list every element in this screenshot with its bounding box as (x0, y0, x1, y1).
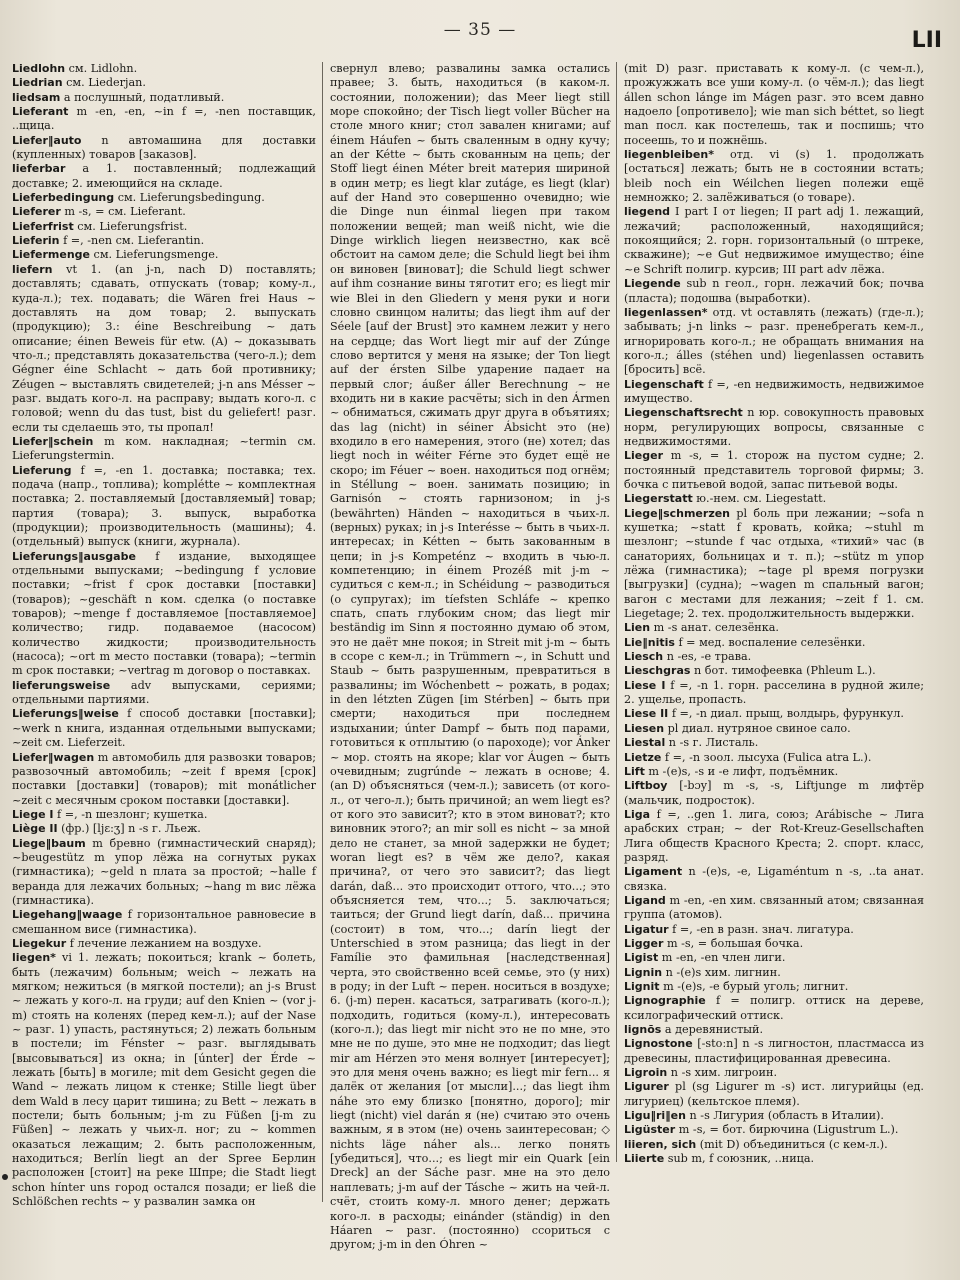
dictionary-entry (624, 621, 924, 635)
entry-definition: (фр.) [ljɛ:ʒ] n -s г. Льеж. (57, 822, 201, 836)
entry-headword: Liese I (624, 678, 666, 692)
dictionary-entry (624, 980, 924, 994)
entry-definition: отд. vi (s) 1. продолжать [остаться] лежать; быть не в состоянии встать; bleib noch ein Wéilchen liegen полежи ещё немножко; 2. залёживаться (о товаре). (624, 148, 924, 205)
entry-definition: f = полигр. оттиск на дереве, ксилографический оттиск. (624, 994, 924, 1022)
entry-definition: f =, -n 1. горн. расселина в рудной жиле; 2. ущелье, пропасть. (624, 678, 924, 707)
entry-definition: n -s Лигурия (область в Италии). (685, 1109, 884, 1123)
entry-definition: m -s, = см. Lieferant. (60, 205, 186, 219)
entry-headword: Lieschgras (624, 664, 691, 678)
entry-headword: Lignographie (624, 994, 706, 1008)
entry-headword: Lie‖nitis (624, 635, 675, 649)
page-header (0, 20, 960, 44)
dictionary-entry (624, 636, 924, 650)
entry-headword: Liege‖baum (12, 836, 86, 850)
entry-headword: lieferbar (12, 162, 66, 176)
entry-definition: f =, -nen см. Lieferantin. (59, 234, 205, 248)
entry-headword: Liestal (624, 736, 666, 750)
dictionary-entry (12, 550, 316, 679)
entry-headword: Liegenschaftsrecht (624, 406, 743, 420)
entry-definition: m -en, -en, ~in f =, -nen поставщик, ..щица. (12, 105, 316, 133)
dictionary-entry (624, 406, 924, 449)
entry-headword: Lieferin (12, 234, 60, 248)
entry-headword: Liefermenge (12, 248, 90, 262)
dictionary-entry (624, 736, 924, 750)
dictionary-entry (624, 1152, 924, 1166)
entry-definition: f =, -en в разн. знач. лигатура. (668, 922, 854, 936)
entry-definition: f =, -en недвижимость, недвижимое имущество. (624, 377, 924, 405)
entry-headword: Liese II (624, 707, 669, 721)
entry-headword: Liesch (624, 650, 664, 664)
entry-definition: см. Lieferungsfrist. (73, 219, 188, 233)
entry-definition: sub n геол., горн. лежачий бок; почва (пласта); подошва (выработки). (624, 277, 924, 305)
entry-headword: Liesen (624, 721, 665, 735)
ink-dot (2, 1174, 8, 1180)
entry-headword: liefern (12, 262, 53, 276)
dictionary-entry (624, 277, 924, 306)
entry-definition: n -(e)s, -e, Ligaméntum n -s, ..ta анат. связка. (624, 865, 924, 893)
dictionary-entry (12, 91, 316, 105)
entry-headword: Lien (624, 621, 651, 635)
entry-headword: Liedrian (12, 76, 63, 90)
dictionary-entry (624, 707, 924, 721)
dictionary-entry (624, 1123, 924, 1137)
dictionary-entry (624, 1037, 924, 1066)
entry-definition: f лечение лежанием на воздухе. (66, 936, 262, 950)
entry-definition: f =, ..gen 1. лига, союз; Arábische ~ Лига арабских стран; ~ der Rot-Kreuz-Gesellschaften Лига обществ Красного Креста; 2. спорт. класс, разряд. (624, 807, 924, 864)
dictionary-entry (330, 62, 610, 1253)
entry-headword: Liegehang‖waage (12, 908, 123, 922)
page-number: — 35 — (443, 20, 517, 40)
entry-headword: Liegerstatt (624, 492, 693, 506)
dictionary-column-2 (330, 62, 610, 1252)
dictionary-entry (12, 234, 316, 248)
entry-definition: m -en, -en член лиги. (658, 951, 786, 965)
dictionary-entry (12, 105, 316, 134)
entry-definition: pl (sg Ligurer m -s) ист. лигурийцы (ед. лигуриец) (кельтское племя). (624, 1080, 924, 1108)
dictionary-entry (624, 994, 924, 1023)
entry-headword: lieferungsweise (12, 678, 111, 692)
dictionary-entry (624, 306, 924, 378)
entry-definition: (mit D) объединиться (с кем-л.). (696, 1137, 888, 1151)
entry-definition: m автомобиль для развозки товаров; развозочный автомобиль; ~zeit f время [срок] поставки [доставки] (товаров); mit monátlicher ~zeit с месячным сроком поставки [доставки]. (12, 750, 316, 807)
entry-headword: Liegende (624, 277, 681, 291)
entry-definition: f издание, выходящее отдельными выпусками; ~bedingung f условие поставки; ~frist f срок доставки [поставки] (товаров); ~geschäft n ком. сделка (о поставке товаров); ~menge f доставляемое [поставляемое] количество; гидр. подаваемое (насосом) количество жидкости; производительность (насоса); ~ort m место поставки (товара); ~termin m срок поставки; ~vertrag m договор о поставках. (12, 549, 316, 678)
entry-definition: f = мед. воспаление селезёнки. (674, 635, 866, 649)
entry-headword: liedsam (12, 90, 61, 104)
entry-headword: lignōs (624, 1023, 662, 1037)
entry-headword: Lieferungs‖ausgabe (12, 549, 136, 563)
entry-definition: m -en, -en хим. связанный атом; связанная группа (атомов). (624, 893, 924, 922)
entry-headword: Ligüster (624, 1123, 676, 1137)
dictionary-entry (624, 492, 924, 506)
entry-headword: Liga (624, 807, 651, 821)
entry-headword: Ligurer (624, 1080, 669, 1094)
entry-definition: n -(e)s хим. лигнин. (662, 965, 781, 979)
entry-definition: m -s анат. селезёнка. (650, 621, 779, 635)
entry-definition: f способ доставки [поставки]; ~werk n книга, изданная отдельными выпусками; ~zeit см. Lieferzeit. (12, 707, 316, 750)
dictionary-entry (624, 1138, 924, 1152)
entry-headword: liieren, sich (624, 1137, 697, 1151)
dictionary-entry (624, 1066, 924, 1080)
dictionary-entry (12, 76, 316, 90)
dictionary-entry (624, 951, 924, 965)
entry-definition: m -(e)s, -s и -e лифт, подъёмник. (644, 764, 839, 778)
entry-headword: Lieferant (12, 105, 69, 119)
dictionary-column-3 (624, 62, 924, 1166)
dictionary-entry (624, 1080, 924, 1109)
entry-headword: Ligroin (624, 1066, 668, 1080)
entry-definition: m -s, = 1. сторож на пустом судне; 2. постоянный представитель торговой фирмы; 3. бочка с питьевой водой, запас питьевой воды. (624, 449, 924, 491)
dictionary-entry (624, 679, 924, 708)
dictionary-entry (624, 205, 924, 277)
entry-headword: liegen* (12, 951, 56, 965)
dictionary-entry (12, 220, 316, 234)
dictionary-entry (624, 751, 924, 765)
entry-headword: Ligand (624, 893, 666, 907)
entry-definition: n юр. совокупность правовых норм, регулирующих вопросы, связанные с недвижимостями. (624, 406, 924, 448)
entry-headword: Lignit (624, 980, 660, 993)
dictionary-entry (12, 751, 316, 808)
entry-definition: a послушный, податливый. (60, 90, 225, 104)
dictionary-entry (624, 966, 924, 980)
dictionary-entry (12, 679, 316, 708)
entry-headword: Liefer‖schein (12, 434, 94, 448)
dictionary-entry (624, 765, 924, 779)
column-divider (322, 62, 323, 1202)
dictionary-entry (624, 650, 924, 664)
dictionary-entry (624, 664, 924, 678)
entry-definition: см. Lidlohn. (65, 62, 138, 75)
entry-headword: Liegekur (12, 936, 67, 950)
entry-definition: sub m, f союзник, ..ница. (664, 1152, 815, 1166)
dictionary-entry (624, 779, 924, 808)
dictionary-entry (624, 1023, 924, 1037)
entry-headword: Liege I (12, 807, 54, 821)
dictionary-entry (12, 837, 316, 909)
column-divider (616, 62, 617, 1162)
dictionary-entry (624, 1109, 924, 1123)
entry-definition: a 1. поставленный; подлежащий доставке; 2. имеющийся на складе. (12, 162, 316, 190)
dictionary-entry (624, 449, 924, 492)
dictionary-entry (624, 894, 924, 923)
entry-headword: Ligatur (624, 922, 669, 936)
dictionary-entry (12, 162, 316, 191)
entry-definition: f горизонтальное равновесие в смешанном висе (гимнастика). (12, 908, 316, 936)
dictionary-entry (12, 808, 316, 822)
entry-definition: (mit D) разг. приставать к кому-л. (с чем-л.), прожужжать все уши кому-л. (о чём-л.); das liegt állen schon lánge im Mágen разг. это всем давно надоело [опротивело]; wie man sich béttet, so liegt man посл. как постелешь, так и поспишь; что посеешь, то и пожнёшь. (624, 62, 924, 147)
entry-headword: Ligament (624, 865, 683, 879)
entry-definition: adv выпусками, сериями; отдельными партиями. (12, 678, 316, 707)
entry-definition: отд. vt оставлять (лежать) (где-л.); забывать; j-n links ~ разг. пренебрегать кем-л., игнорировать кого-л.; не обращать внимания на кого-л.; álles (stéhen und) liegenlassen оставить [бросить] всё. (624, 305, 924, 377)
entry-definition: см. Lieferungsbedingung. (114, 191, 265, 205)
entry-headword: Lignin (624, 965, 663, 979)
dictionary-entry (624, 722, 924, 736)
entry-definition: ю.-нем. см. Liegestatt. (692, 492, 827, 506)
dictionary-entry (624, 148, 924, 205)
dictionary-entry (12, 248, 316, 262)
dictionary-entry (624, 923, 924, 937)
entry-headword: Liege‖schmerzen (624, 506, 731, 520)
entry-headword: Liftboy (624, 779, 668, 793)
entry-headword: liegenbleiben* (624, 148, 714, 162)
entry-headword: Liegenschaft (624, 377, 704, 391)
entry-definition: n бот. тимофеевка (Phleum L.). (690, 664, 876, 678)
dictionary-entry (12, 908, 316, 937)
entry-definition: a деревянистый. (661, 1023, 764, 1037)
entry-headword: Ligu‖ri‖en (624, 1109, 686, 1123)
entry-headword: Liefer‖auto (12, 133, 82, 147)
entry-headword: Lieger (624, 449, 663, 463)
entry-headword: Liège II (12, 822, 58, 836)
entry-definition: m -(e)s, -e бурый уголь; лигнит. (659, 980, 849, 993)
dictionary-entry (12, 435, 316, 464)
entry-definition: m -s, = бот. бирючина (Ligustrum L.). (675, 1123, 899, 1137)
entry-definition: m ком. накладная; ~termin см. Lieferungstermin. (12, 434, 316, 463)
dictionary-entry (624, 507, 924, 622)
entry-definition: см. Liederjan. (62, 76, 146, 90)
entry-headword: liegend (624, 205, 671, 219)
entry-definition: свернул влево; развалины замка остались правее; 3. быть, находиться (в каком-л. состоянии, положении); das Meer liegt still море спокойно; der Tisch liegt voller Bücher на столе много книг; стол завален книгами; auf éinem Háufen ~ быть сваленным в одну кучу; an der Kétte ~ быть скованным на цепь; der Stoff liegt éinen Méter breit материя шириной в один метр; es liegt klar zutáge, es liegt (klar) auf der Hand это совершенно очевидно; wie die Dinge nun éinmal liegen при таком положении вещей; man weiß nicht, wie die Dinge wirklich liegen неизвестно, как всё обстоит на самом деле; die Schuld liegt bei ihm он виновен [виноват]; die Schuld liegt schwer auf ihm сознание вины тяготит его; es liegt mir wie Blei in den Gliedern у меня руки и ноги словно свинцом налиты; das liegt ihm auf der Séele [auf der Brust] это камнем лежит у него на сердце; das Wort liegt mir auf der Zúnge слово вертится у меня на языке; der Ton liegt auf der érsten Silbe ударение падает на первый слог; áußer áller Berechnung ~ не входить ни в какие расчёты; sich in den Ármen ~ обниматься, сжимать друг друга в объятиях; das lag (nicht) in séiner Ábsicht это (не) входило в его намерения, этого (не) хотел; das liegt noch in wéiter Férne это будет ещё не скоро; im Féuer ~ воен. находиться под огнём; in Stéllung ~ воен. занимать позицию; in Garnisón ~ стоять гарнизоном; in j-s (bewährten) Händen ~ находиться в чьих-л. (верных) руках; in j-s Interésse ~ быть в чьих-л. интересах; in Kétten ~ быть закованным в цепи; in j-s Kompeténz ~ входить в чью-л. компетенцию; in éinem Prozéß mit j-m ~ судиться с кем-л.; in Schéidung ~ разводиться (о супругах); im tíefsten Schláfe ~ крепко спать, спать глубоким сном; das liegt mir beständig im Sinn я постоянно думаю об этом, это не даёт мне покоя; in Streit mit j-m ~ быть в ссоре с кем-л.; in Trümmern ~, in Schutt und Staub ~ быть разрушенным, превратиться в развалины; im Wóchenbett ~ рожать, в родах; in den létzten Zügen [im Stérben] ~ быть при смерти; находиться при последнем издыхании; únter Dampf ~ быть под парами, готовиться к отплытию (о пароходе); vor Ánker ~ мор. стоять на якоре; klar vor Áugen ~ быть очевидным; zugrúnde ~ лежать в основе; 4. (an D) объясняться (чем-л.); зависеть (от кого-л., от чего-л.); быть причиной; an wem liegt es? от кого это зависит?; кто в этом виноват?; кто виновник этого?; an mir soll es nicht ~ за мной дело не станет, за мной задержки не будет; woran liegt es? в чём же дело?, какая причина?, от чего это зависит?; das liegt darán, daß... это происходит оттого, что...; это объясняется тем, что...; 5. заключаться; таиться; der Grund liegt darín, daß... причина (состоит) в том, что...; darín liegt der Unterschied в этом разница; das liegt in der Famílie это фамильная [наследственная] черта, это свойственно всей семье, это (у них) в роду; in der Luft ~ перен. носиться в воздухе; 6. (j-m) перен. касаться, затрагивать (кого-л.); подходить, годиться (кому-л.), интересовать (кого-л.); das liegt mir nicht это не по мне, это мне не по душе, это мне не подходит; das liegt mir am Hérzen это меня волнует [интересует]; это для меня очень важно; es liegt mir fern... я далёк от желания [от мысли]...; das liegt ihm náhe это ему близко [понятно, дорого]; mir liegt (nicht) viel darán я (не) считаю это очень важным, я в этом (не) очень заинтересован; ◇ nichts läge náher als... легко понять [убедиться], что...; es liegt mir ein Quark [ein Dreck] an der Sáche разг. мне на это дело наплевать; j-m auf der Tásche ~ жить на чей-л. счёт, стоить кому-л. много денег; держать кого-л. в расходы; einánder (ständig) in den Háaren ~ разг. (постоянно) ссориться с другом; j-m in den Óhren ~ (330, 62, 610, 1252)
dictionary-entry (624, 378, 924, 407)
entry-headword: Lieferbedingung (12, 191, 115, 205)
dictionary-entry (12, 464, 316, 550)
entry-definition: n автомашина для доставки (купленных) товаров [заказов]. (12, 133, 316, 162)
dictionary-entry (12, 134, 316, 163)
entry-headword: Lieferer (12, 205, 61, 219)
entry-definition: [-bɔy] m -s, -s, Liftjunge m лифтёр (мальчик, подросток). (624, 779, 924, 807)
entry-headword: Lietze (624, 750, 662, 764)
entry-headword: Liierte (624, 1152, 665, 1166)
dictionary-entry (12, 822, 316, 836)
entry-definition: m бревно (гимнастический снаряд); ~beugestütz m упор лёжа на согнутых руках (гимнастика); ~geld n плата за простой; ~halle f веранда для лежачих больных; ~hang m вис лёжа (гимнастика). (12, 836, 316, 907)
entry-definition: [-stoːn] n -s лигностон, пластмасса из древесины, пластифицированная древесина. (624, 1037, 924, 1065)
dictionary-entry (12, 707, 316, 750)
entry-headword: Lieferungs‖weise (12, 707, 119, 721)
entry-definition: I part I от liegen; II part adj 1. лежащий, лежачий; расположенный, находящийся; покоящийся; 2. горн. горизонтальный (о штреке, скважине); ~e Gut недвижимое имущество; éine ~e Schrift полигр. курсив; III part adv лёжа. (624, 205, 924, 276)
dictionary-entry (12, 937, 316, 951)
dictionary-entry (12, 951, 316, 1209)
entry-headword: Lieferfrist (12, 219, 74, 233)
dictionary-entry (624, 865, 924, 894)
entry-definition: pl боль при лежании; ~sofa n кушетка; ~statt f кровать, койка; ~stuhl m шезлонг; ~stunde f час отдыха, «тихий» час (в санаториях, больницах и т. п.); ~stütz m упор лёжа (гимнастика); ~tage pl время погрузки [выгрузки] (судна); ~wagen m спальный вагон; вагон с местами для лежания; ~zeit f 1. см. Liegetage; 2. тех. продолжительность выдержки. (624, 506, 924, 621)
sheet-number: LII (911, 28, 942, 53)
dictionary-entry (624, 62, 924, 148)
entry-definition: f =, -en 1. доставка; поставка; тех. подача (напр., топлива); komplétte ~ комплектная поставка; 2. поставляемый [доставляемый] товар; партия (товара); 3. выпуск, выработка (продукции); производительность (машины); 4. (отдельный) выпуск (книги, журнала). (12, 463, 316, 549)
entry-definition: pl диал. нутряное свиное сало. (664, 721, 851, 735)
entry-definition: n -s г. Листаль. (665, 736, 759, 750)
dictionary-column-1 (12, 62, 316, 1230)
entry-definition: vi 1. лежать; покоиться; krank ~ болеть, быть (лежачим) больным; weich ~ лежать на мягком; нежиться (в мягкой постели); an j-s Brust ~ лежать у кого-л. на груди; auf den Knien ~ (vor j-m) стоять на коленях (перед кем-л.); auf der Nase ~ разг. 1) упасть, растянуться; 2) лежать больным в постели; im Fénster ~ разг. выглядывать [высовываться] из окна; in [únter] der Érde ~ лежать [быть] в могиле; mit dem Gesicht gegen die Wand ~ лежать лицом к стенке; Stille liegt über dem Wald в лесу царит тишина; zu Bett ~ лежать в постели; быть больным; j-m zu Füßen [j-m zu Füßen] ~ лежать у чьих-л. ног; zu ~ kommen оказаться лежащим; 2. быть расположенным, находиться; Berlín liegt an der Spree Берлин расположен [стоит] на реке Шпре; die Stadt liegt schon hínter uns город остался позади; er ließ die Schlößchen rechts ~ у развалин замка он (12, 951, 316, 1209)
dictionary-entry (12, 263, 316, 435)
dictionary-entry (12, 62, 316, 76)
entry-headword: Lieferung (12, 463, 72, 477)
entry-definition: f =, -n шезлонг; кушетка. (53, 807, 208, 821)
entry-headword: Ligger (624, 936, 664, 950)
entry-headword: Liedlohn (12, 62, 66, 75)
dictionary-entry (624, 808, 924, 865)
entry-definition: f =, -n зоол. лысуха (Fulica atra L.). (661, 750, 872, 764)
entry-definition: n -s хим. лигроин. (667, 1066, 778, 1080)
entry-headword: Ligist (624, 951, 659, 965)
dictionary-entry (624, 937, 924, 951)
entry-definition: см. Lieferungsmenge. (90, 248, 219, 262)
dictionary-entry (12, 191, 316, 205)
entry-headword: Lift (624, 764, 645, 778)
entry-definition: m -s, = большая бочка. (663, 936, 804, 950)
entry-headword: liegenlassen* (624, 305, 708, 319)
entry-headword: Lignostone (624, 1037, 693, 1051)
entry-definition: vt 1. (an j-n, nach D) поставлять; доставлять; сдавать, отпускать (товар; кому-л., куда-л.); тех. подавать; die Wären frei Haus ~ доставлять на дом товар; 2. выпускать (продукцию); 3.: éine Beschreibung ~ дать описание; éinen Beweis für etw. (A) ~ доказывать что-л.; представлять доказательства (чего-л.); dem Gégner éine Schlacht ~ дать бой противнику; Zéugen ~ выставлять свидетелей; j-n ans Mésser ~ разг. выдать кого-л. на расправу; выдать кого-л. с головой; wenn du das tust, bist du geliefert! разг. если ты сделаешь это, ты пропал! (12, 262, 316, 434)
entry-definition: f =, -n диал. прыщ, волдырь, фурункул. (668, 707, 904, 721)
entry-headword: Liefer‖wagen (12, 750, 95, 764)
entry-definition: n -es, -e трава. (663, 650, 752, 664)
dictionary-entry (12, 205, 316, 219)
